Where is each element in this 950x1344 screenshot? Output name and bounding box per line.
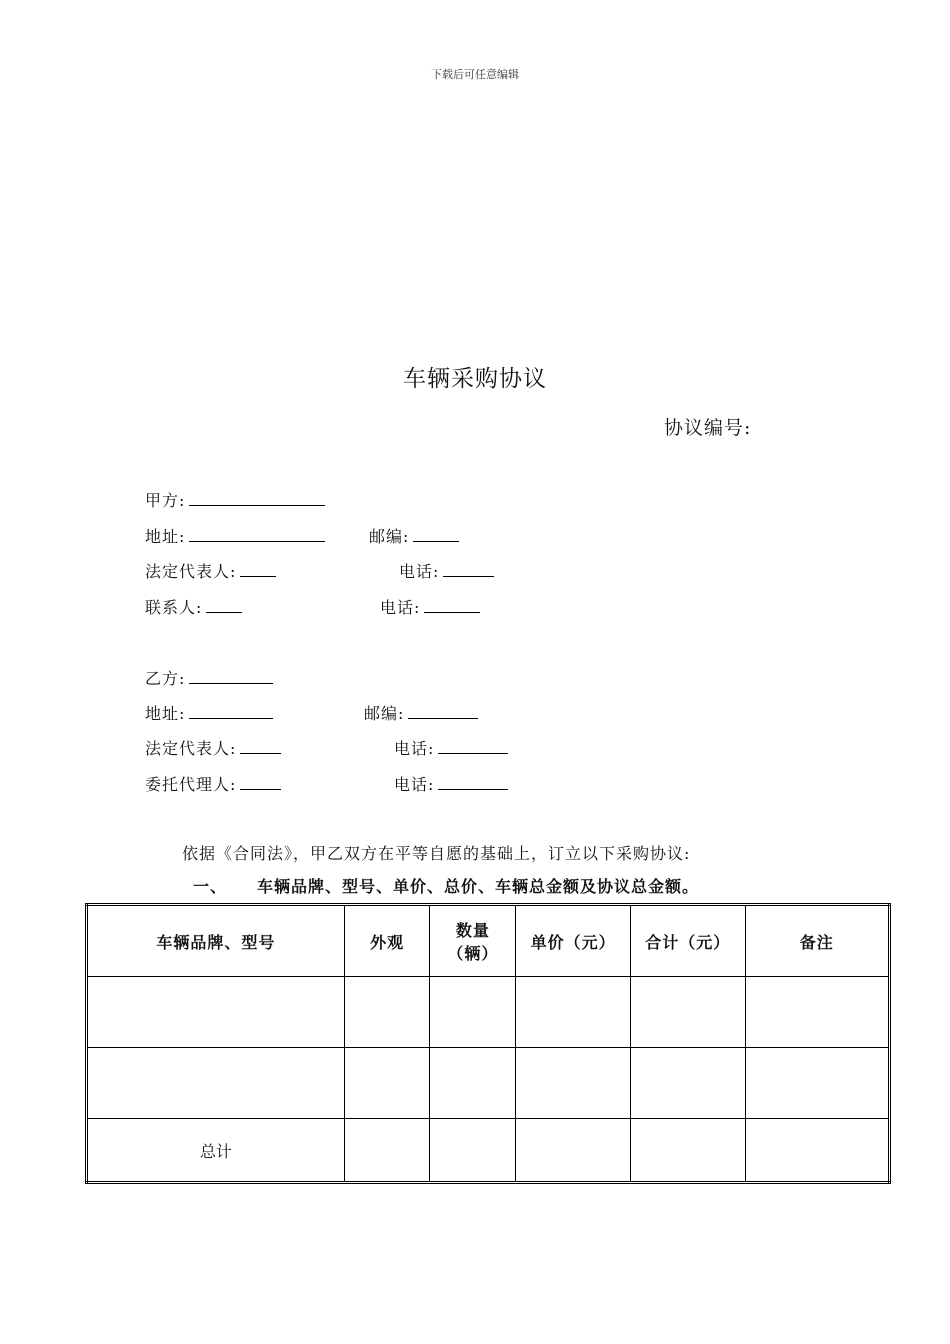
table-cell[interactable] <box>516 977 631 1048</box>
header-quantity-label: 数量 <box>455 921 490 940</box>
table-cell[interactable] <box>344 977 430 1048</box>
header-subtotal: 合计（元） <box>630 905 745 977</box>
table-cell[interactable] <box>630 977 745 1048</box>
party-a-phone-blank-2[interactable] <box>424 594 480 613</box>
table-cell[interactable] <box>344 1119 430 1183</box>
party-b-postcode-label: 邮编: <box>364 704 405 723</box>
table-cell[interactable] <box>745 1048 889 1119</box>
party-b-agent-blank[interactable] <box>240 771 281 790</box>
header-brand-model: 车辆品牌、型号 <box>87 905 345 977</box>
party-b-name-label: 乙方: <box>145 669 186 688</box>
table-row <box>87 1048 890 1119</box>
party-b-legal-rep-label: 法定代表人: <box>145 739 237 758</box>
table-cell[interactable] <box>430 1119 516 1183</box>
section-one-heading <box>193 874 699 897</box>
table-header-row <box>87 905 890 977</box>
table-cell[interactable] <box>344 1048 430 1119</box>
header-unit-price: 单价（元） <box>516 905 631 977</box>
header-quantity <box>430 905 516 977</box>
intro-paragraph: 依据《合同法》，甲乙双方在平等自愿的基础上，订立以下采购协议: <box>182 844 691 863</box>
party-a-address-label: 地址: <box>145 527 186 546</box>
header-quantity-unit: （辆） <box>447 944 499 963</box>
party-b-phone-label-1: 电话: <box>394 739 435 758</box>
party-b-phone-blank-2[interactable] <box>438 771 508 790</box>
header-appearance: 外观 <box>344 905 430 977</box>
party-b-phone-label-2: 电话: <box>394 775 435 794</box>
party-a-postcode-blank[interactable] <box>413 523 459 542</box>
header-remarks: 备注 <box>745 905 889 977</box>
party-a-legal-rep-blank[interactable] <box>240 558 276 577</box>
agreement-number-label: 协议编号: <box>664 417 752 439</box>
table-cell[interactable] <box>630 1119 745 1183</box>
party-a-phone-blank-1[interactable] <box>443 558 494 577</box>
table-cell[interactable] <box>630 1048 745 1119</box>
party-b-legal-rep-blank[interactable] <box>240 735 281 754</box>
table-cell[interactable] <box>745 977 889 1048</box>
party-b-agent-field <box>145 771 281 795</box>
table-cell[interactable] <box>516 1119 631 1183</box>
party-a-phone-label-1: 电话: <box>399 562 440 581</box>
party-b-name-blank[interactable] <box>189 665 273 684</box>
party-b-postcode-field <box>364 700 478 724</box>
party-a-name-label: 甲方: <box>145 491 186 510</box>
party-a-phone-field-2 <box>380 594 480 618</box>
party-b-phone-field-1 <box>394 735 508 759</box>
party-b-address-blank[interactable] <box>189 700 273 719</box>
table-cell[interactable] <box>430 977 516 1048</box>
table-cell[interactable] <box>87 977 345 1048</box>
party-a-postcode-field <box>369 523 459 547</box>
section-one-number: 一、 <box>193 877 228 896</box>
party-a-phone-field-1 <box>399 558 494 582</box>
total-label: 总计 <box>87 1119 345 1183</box>
party-a-phone-label-2: 电话: <box>380 598 421 617</box>
party-b-postcode-blank[interactable] <box>408 700 478 719</box>
section-one-title: 车辆品牌、型号、单价、总价、车辆总金额及协议总金额。 <box>257 877 700 896</box>
table-total-row <box>87 1119 890 1183</box>
party-a-address-field <box>145 523 325 547</box>
party-b-legal-rep-field <box>145 735 281 759</box>
table-cell[interactable] <box>745 1119 889 1183</box>
party-b-phone-blank-1[interactable] <box>438 735 508 754</box>
party-a-name-field <box>145 487 325 511</box>
party-b-address-field <box>145 700 273 724</box>
party-a-contact-field <box>145 594 242 618</box>
table-cell[interactable] <box>430 1048 516 1119</box>
table-row <box>87 977 890 1048</box>
party-a-postcode-label: 邮编: <box>369 527 410 546</box>
table-cell[interactable] <box>516 1048 631 1119</box>
vehicle-items-table <box>85 903 891 1184</box>
party-b-address-label: 地址: <box>145 704 186 723</box>
party-a-address-blank[interactable] <box>189 523 325 542</box>
party-a-contact-blank[interactable] <box>206 594 242 613</box>
header-note: 下载后可任意编辑 <box>431 68 519 81</box>
party-b-name-field <box>145 665 273 689</box>
party-a-name-blank[interactable] <box>189 487 325 506</box>
party-b-agent-label: 委托代理人: <box>145 775 237 794</box>
party-a-legal-rep-field <box>145 558 276 582</box>
party-a-legal-rep-label: 法定代表人: <box>145 562 237 581</box>
party-a-contact-label: 联系人: <box>145 598 203 617</box>
table-cell[interactable] <box>87 1048 345 1119</box>
party-b-phone-field-2 <box>394 771 508 795</box>
document-title: 车辆采购协议 <box>403 366 547 392</box>
